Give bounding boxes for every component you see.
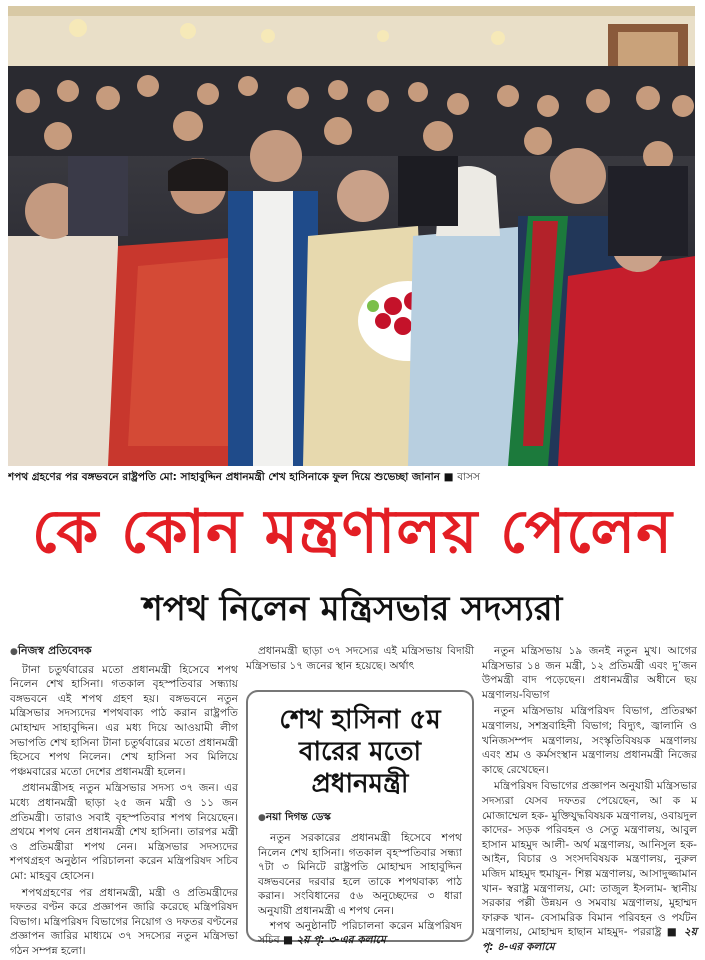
article-column-1	[10, 644, 238, 960]
paragraph: নতুন মন্ত্রিসভায় ১৯ জনই নতুন মুখ। আগের মন্ত্রিসভার ১৪ জন মন্ত্রী, ১২ প্রতিমন্ত্রী এবং দু’জন উপমন্ত্রী বাদ পড়েছেন। প্রধানমন্ত্রীর অধীনে ছয় মন্ত্রণালয়-বিভাগ	[482, 645, 697, 701]
byline: ● নিজস্ব প্রতিবেদক	[10, 644, 238, 660]
jump-marker: ■	[283, 934, 297, 947]
photo-caption	[8, 470, 698, 487]
paragraph: প্রধানমন্ত্রীসহ নতুন মন্ত্রিসভার সদস্য ৩৭ জন। এর মধ্যে প্রধানমন্ত্রী ছাড়া ২৫ জন মন্ত্রী ও ১১ জন প্রতিমন্ত্রী। তারাও সবাই বৃহস্পতিবার শপথ নিয়েছেন। প্রথমে শপথ নেন প্রধানমন্ত্রী শেখ হাসিনা। তারপর মন্ত্রী ও প্রতিমন্ত্রীরা শপথ নেন। মন্ত্রিসভার সদস্যদের শপথগ্রহণ অনুষ্ঠান পরিচালনা করেন মন্ত্রিপরিষদ সচিব মো: মাহবুব হোসেন।	[10, 782, 238, 882]
headline: কে কোন মন্ত্রণালয় পেলেন	[32, 497, 673, 567]
boxed-story	[246, 690, 474, 947]
box-body	[258, 831, 462, 948]
continued-link[interactable]: ২য় পৃ: ৩-এর কলামে	[296, 934, 386, 947]
paragraph-text: মন্ত্রিপরিষদ বিভাগের প্রজ্ঞাপন অনুযায়ী মন্ত্রিসভার সদস্যরা যেসব দফতর পেয়েছেন, আ ক ম মোজাম্মেল হক- মুক্তিযুদ্ধবিষয়ক মন্ত্রণালয়, ওবায়দুল কাদের- সড়ক পরিবহন ও সেতু মন্ত্রণালয়, আবুল হাসান মাহমুদ আলী- অর্থ মন্ত্রণালয়, আনিসুল হক- আইন, বিচার ও সংসদবিষয়ক মন্ত্রণালয়, নুরুল মজিদ মাহমুদ হুমায়ূন- শিল্প মন্ত্রণালয়, আসাদুজ্জামান খান- স্বরাষ্ট্র মন্ত্রণালয়, মো: তাজুল ইসলাম- স্থানীয় সরকার পল্লী উন্নয়ন ও সমবায় মন্ত্রণালয়, মুহাম্মদ ফারুক খান- বেসামরিক বিমান পরিবহন ও পর্যটন মন্ত্রণালয়, মোহাম্মদ হাছান মাহমুদ- পররাষ্ট্র	[482, 780, 697, 939]
box-text-continued: শপথ অনুষ্ঠানটি পরিচালনা করেন মন্ত্রিপরিষদ সচিব	[258, 919, 462, 947]
photo-credit: বাসস	[457, 471, 480, 483]
continued-link[interactable]: ২য় পৃ: ৪-এর কলামে	[482, 926, 697, 953]
subheadline: শপথ নিলেন মন্ত্রিসভার সদস্যরা	[142, 589, 563, 629]
paragraph: শপথগ্রহণের পর প্রধানমন্ত্রী, মন্ত্রী ও প্রতিমন্ত্রীদের দফতর বণ্টন করে প্রজ্ঞাপন জারি করেছে মন্ত্রিপরিষদ বিভাগ। মন্ত্রিপরিষদ বিভাগের নিয়োগ ও দফতর বণ্টনের প্রজ্ঞাপন জারির মাধ্যমে ৩৭ সদস্যের নতুন মন্ত্রিসভা গঠন সম্পন্ন হলো।	[10, 886, 238, 957]
article-column-2	[246, 644, 474, 675]
caption-separator: ■	[443, 471, 458, 483]
box-byline: ● নয়া দিগন্ত ডেস্ক	[258, 810, 462, 827]
jump-marker: ■	[666, 926, 684, 939]
paragraph	[482, 779, 697, 954]
paragraph: প্রধানমন্ত্রী ছাড়া ৩৭ সদস্যের এই মন্ত্রিসভায় বিদায়ী মন্ত্রিসভার ১৭ জনের স্থান হয়েছে। অর্থাৎ	[246, 645, 474, 672]
paragraph	[258, 919, 462, 948]
article-column-3	[482, 644, 697, 956]
paragraph: টানা চতুর্থবারের মতো প্রধানমন্ত্রী হিসেবে শপথ নিলেন শেখ হাসিনা। গতকাল বৃহস্পতিবার সন্ধ্যায় বঙ্গভবনে এই শপথ গ্রহণ হয়। বঙ্গভবনে নতুন মন্ত্রিসভার সদস্যদের শপথবাক্য পাঠ করান রাষ্ট্রপতি মোহাম্মদ সাহাবুদ্দিন। এর মধ্য দিয়ে আওয়ামী লীগ সভাপতি শেখ হাসিনা টানা চতুর্থবারের মতো প্রধানমন্ত্রী হিসেবে শপথ নিলেন। শেখ হাসিনা সব মিলিয়ে পঞ্চমবারের মতো দেশের প্রধানমন্ত্রী হলেন।	[10, 663, 238, 778]
paragraph: নতুন মন্ত্রিসভায় মন্ত্রিপরিষদ বিভাগ, প্রতিরক্ষা মন্ত্রণালয়, সশস্ত্রবাহিনী বিভাগ; বিদ্যুৎ, জ্বালানি ও খনিজসম্পদ মন্ত্রণালয়, সংস্কৃতিবিষয়ক মন্ত্রণালয় এবং শ্রম ও কর্মসংস্থান মন্ত্রণালয় প্রধানমন্ত্রী নিজের কাছে রেখেছেন।	[482, 705, 697, 776]
paragraph: নতুন সরকারের প্রধানমন্ত্রী হিসেবে শপথ নিলেন শেখ হাসিনা। গতকাল বৃহস্পতিবার সন্ধ্যা ৭টা ৩ মিনিটে রাষ্ট্রপতি মোহাম্মদ সাহাবুদ্দিন বঙ্গভবনের দরবার হলে তাকে শপথবাক্য পাঠ করান। সংবিধানের ৫৬ অনুচ্ছেদের ৩ ধারা অনুযায়ী প্রধানমন্ত্রী এ শপথ নেন।	[258, 832, 462, 917]
caption-text: শপথ গ্রহণের পর বঙ্গভবনে রাষ্ট্রপতি মো: সাহাবুদ্দিন প্রধানমন্ত্রী শেখ হাসিনাকে ফুল দিয়ে শুভেচ্ছা জানান	[8, 471, 440, 483]
ceremony-photo	[8, 6, 695, 466]
photo-illustration	[8, 6, 695, 466]
box-title: শেখ হাসিনা ৫ম বারের মতো প্রধানমন্ত্রী	[279, 705, 441, 799]
